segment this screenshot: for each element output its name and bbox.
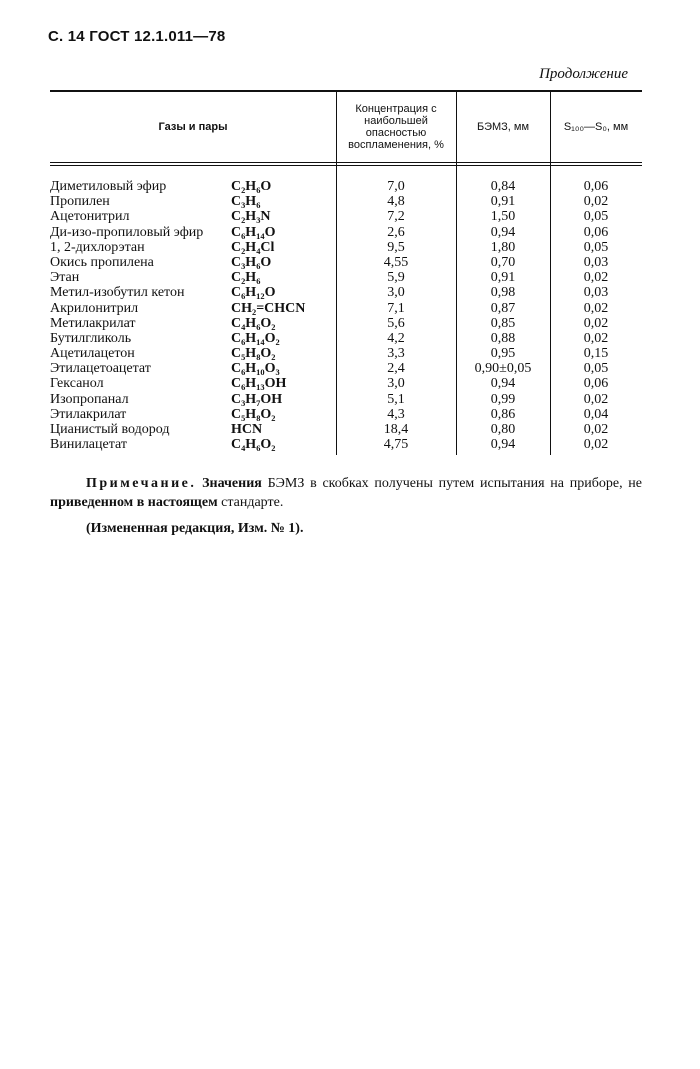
gas-name: Гексанол	[50, 376, 104, 392]
s-value: 0,03	[583, 254, 609, 270]
s-value: 0,02	[583, 300, 609, 316]
bemz-value: 0,87	[490, 300, 516, 316]
s-value: 0,06	[583, 376, 609, 392]
bemz-value: 0,91	[490, 270, 516, 286]
table-row	[50, 316, 642, 331]
table-row	[50, 331, 642, 346]
table-row	[50, 376, 642, 391]
note-label: Примечание.	[86, 476, 197, 491]
table-row	[50, 255, 642, 270]
gas-name: 1, 2-дихлорэтан	[50, 239, 145, 255]
table-row	[50, 179, 642, 194]
gas-formula: C₆H₁₄O₂	[231, 330, 280, 346]
bemz-value: 0,80	[490, 422, 516, 437]
gas-formula: C₆H₁₀O₃	[231, 361, 280, 377]
amendment-note: (Измененная редакция, Изм. № 1).	[86, 521, 304, 536]
concentration-value: 4,2	[387, 330, 405, 346]
bemz-value: 0,94	[490, 224, 516, 240]
note-bold-2: приведенном в настоящем	[50, 495, 218, 510]
header-gases: Газы и пары	[158, 121, 228, 133]
data-table	[50, 90, 642, 456]
gas-name: Цианистый водород	[50, 422, 170, 437]
gas-name: Этилакрилат	[50, 406, 127, 422]
s-value: 0,02	[583, 330, 609, 346]
gas-name: Этан	[50, 270, 80, 286]
table-row	[50, 270, 642, 285]
s-value: 0,02	[583, 315, 609, 331]
bemz-value: 0,95	[490, 346, 516, 362]
table-row	[50, 209, 642, 224]
header-bemz: БЭМЗ, мм	[476, 121, 530, 133]
gas-formula: C₄H₆O₂	[231, 315, 276, 331]
table-row	[50, 407, 642, 422]
concentration-value: 4,75	[383, 437, 409, 453]
page-header: С. 14 ГОСТ 12.1.011—78	[48, 28, 226, 45]
concentration-value: 3,0	[387, 285, 405, 301]
bemz-value: 0,85	[490, 315, 516, 331]
gas-formula: C₄H₆O₂	[231, 437, 276, 453]
note-text: БЭМЗ в скобках получены путем испытания на приборе, не	[267, 476, 643, 491]
concentration-value: 7,2	[387, 209, 405, 225]
bemz-value: 0,91	[490, 194, 516, 210]
gas-name: Пропилен	[50, 194, 110, 210]
s-value: 0,03	[583, 285, 609, 301]
gas-formula: HCN	[231, 422, 263, 437]
bemz-value: 0,94	[490, 437, 516, 453]
s-value: 0,05	[583, 361, 609, 377]
concentration-value: 7,0	[387, 179, 405, 194]
concentration-value: 5,9	[387, 270, 405, 286]
concentration-value: 9,5	[387, 239, 405, 255]
s-value: 0,15	[583, 346, 609, 362]
gas-formula: C₂H₄Cl	[231, 239, 275, 255]
gas-formula: C₃H₇OH	[231, 391, 283, 407]
s-value: 0,05	[583, 209, 609, 225]
table-row	[50, 422, 642, 437]
table-row	[50, 194, 642, 209]
gas-formula: C₆H₁₃OH	[231, 376, 287, 392]
gas-formula: C₆H₁₂O	[231, 285, 276, 301]
s-value: 0,02	[583, 391, 609, 407]
gas-formula: C₃H₆	[231, 194, 261, 210]
concentration-value: 3,0	[387, 376, 405, 392]
s-value: 0,04	[583, 406, 609, 422]
gas-name: Ацетилацетон	[50, 346, 135, 362]
table-row	[50, 437, 642, 452]
s-value: 0,02	[583, 437, 609, 453]
s-value: 0,02	[583, 422, 609, 437]
concentration-value: 7,1	[387, 300, 405, 316]
note-text-2: стандарте.	[221, 495, 284, 510]
note-bold: Значения	[202, 476, 262, 491]
table-row	[50, 361, 642, 376]
header-s: S₁₀₀—S₀, мм	[563, 121, 629, 133]
header-concentration: Концентрация с наибольшей опасностью воспламенения, %	[348, 103, 444, 151]
gas-name: Окись пропилена	[50, 254, 154, 270]
concentration-value: 18,4	[383, 422, 409, 437]
concentration-value: 2,4	[387, 361, 405, 377]
bemz-value: 0,70	[490, 254, 516, 270]
s-value: 0,05	[583, 239, 609, 255]
bemz-value: 1,80	[490, 239, 516, 255]
table-row	[50, 240, 642, 255]
continuation-label: Продолжение	[539, 66, 628, 82]
s-value: 0,02	[583, 194, 609, 210]
table-row	[50, 392, 642, 407]
gas-formula: C₂H₆	[231, 270, 261, 286]
concentration-value: 5,6	[387, 315, 405, 331]
s-value: 0,06	[583, 224, 609, 240]
table-row	[50, 301, 642, 316]
gas-formula: C₃H₆O	[231, 254, 272, 270]
s-value: 0,06	[583, 179, 609, 194]
s-value: 0,02	[583, 270, 609, 286]
gas-name: Ди-изо-пропиловый эфир	[50, 224, 204, 240]
gas-name: Метил-изобутил кетон	[50, 285, 185, 301]
concentration-value: 4,8	[387, 194, 405, 210]
bemz-value: 0,88	[490, 330, 516, 346]
gas-formula: C₅H₈O₂	[231, 346, 276, 362]
gas-formula: CH₂=CHCN	[231, 300, 306, 316]
gas-formula: C₂H₃N	[231, 209, 271, 225]
note-paragraph	[50, 474, 642, 512]
gas-formula: C₂H₆O	[231, 179, 272, 194]
table-row	[50, 346, 642, 361]
bemz-value: 0,84	[490, 179, 516, 194]
bemz-value: 0,94	[490, 376, 516, 392]
gas-formula: C₆H₁₄O	[231, 224, 276, 240]
bemz-value: 0,99	[490, 391, 516, 407]
gas-name: Акрилонитрил	[50, 300, 139, 316]
table-header-rule	[50, 162, 642, 163]
gas-name: Диметиловый эфир	[50, 179, 167, 194]
table-body	[50, 179, 642, 452]
gas-name: Изопропанал	[50, 391, 129, 407]
gas-name: Ацетонитрил	[50, 209, 130, 225]
concentration-value: 5,1	[387, 391, 405, 407]
concentration-value: 3,3	[387, 346, 405, 362]
bemz-value: 1,50	[490, 209, 516, 225]
gas-name: Этилацетоацетат	[50, 361, 151, 377]
gas-formula: C₅H₈O₂	[231, 406, 276, 422]
gas-name: Бутилгликоль	[50, 330, 132, 346]
bemz-value: 0,90±0,05	[474, 361, 532, 377]
concentration-value: 4,3	[387, 406, 405, 422]
gas-name: Метилакрилат	[50, 315, 136, 331]
table-row	[50, 225, 642, 240]
bemz-value: 0,98	[490, 285, 516, 301]
concentration-value: 2,6	[387, 224, 405, 240]
table-row	[50, 285, 642, 300]
concentration-value: 4,55	[383, 254, 409, 270]
gas-name: Винилацетат	[50, 437, 127, 453]
bemz-value: 0,86	[490, 406, 516, 422]
table-header-rule-2	[50, 165, 642, 166]
